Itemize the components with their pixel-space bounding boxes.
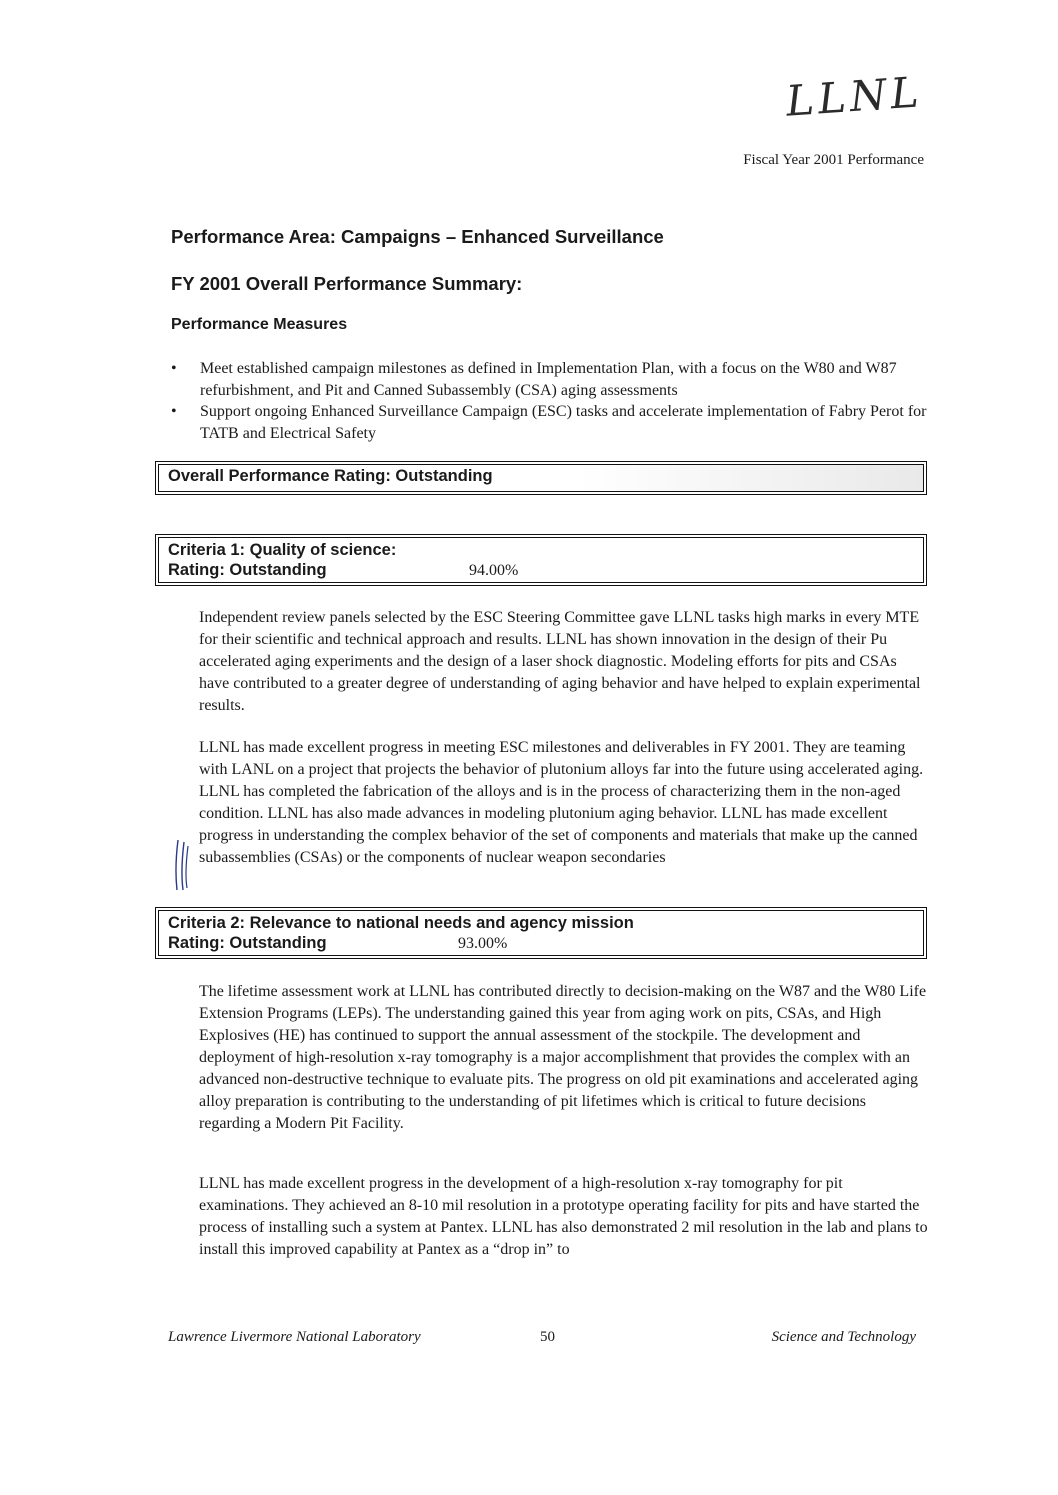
running-header: Fiscal Year 2001 Performance <box>743 152 924 168</box>
performance-area-heading: Performance Area: Campaigns – Enhanced Surveillance <box>171 226 664 247</box>
footer-left: Lawrence Livermore National Laboratory <box>168 1329 421 1345</box>
measure-item: • Support ongoing Enhanced Surveillance Campaign (ESC) tasks and accelerate implementation of Fabry Perot for TATB and Electrical Safety <box>171 403 927 442</box>
measures-heading: Performance Measures <box>171 316 348 333</box>
handwritten-note: LLNL <box>784 67 924 126</box>
criteria1-box <box>158 537 924 583</box>
criteria1-paragraph: LLNL has made excellent progress in meeting ESC milestones and deliverables in FY 2001. They are teaming with LANL on a project that projects the behavior of plutonium alloys far into the future using accelerated aging. LLNL has completed the fabrication of the alloys and is in the process of characterizing them in the non-aged condition. LLNL has also made advances in modeling plutonium aging behavior. LLNL has made excellent progress in understanding the complex behavior of the set of components and materials that make up the canned subassemblies (CSAs) or the components of nuclear weapon secondaries <box>199 739 924 866</box>
criteria1-percent: 94.00% <box>469 562 519 579</box>
footer-right: Science and Technology <box>771 1329 916 1345</box>
criteria1-rating: Rating: Outstanding <box>168 561 327 579</box>
page-number: 50 <box>540 1329 555 1345</box>
overall-rating-box <box>158 464 924 492</box>
measures-list <box>171 358 931 444</box>
margin-mark-icon <box>172 838 194 892</box>
criteria2-paragraph: The lifetime assessment work at LLNL has contributed directly to decision-making on the W87 and the W80 Life Extension Programs (LEPs). The understanding gained this year from aging work on pits, CSAs, and High Explosives (HE) has continued to support the annual assessment of the stockpile. The development and deployment of high-resolution x-ray tomography is a major accomplishment that provides the complex with an advanced non-destructive technique to evaluate pits. The progress on old pit examinations and accelerated aging alloy preparation is contributing to the understanding of pit lifetimes which is critical to future decisions regarding a Modern Pit Facility. <box>199 983 927 1132</box>
criteria2-rating: Rating: Outstanding <box>168 934 327 952</box>
overall-rating: Overall Performance Rating: Outstanding <box>168 467 493 485</box>
criteria2-percent: 93.00% <box>458 935 508 952</box>
measure-item: • Meet established campaign milestones as defined in Implementation Plan, with a focus on the W80 and W87 refurbishment, and Pit and Canned Subassembly (CSA) aging assessments <box>171 360 897 399</box>
criteria2-paragraph: LLNL has made excellent progress in the development of a high-resolution x-ray tomography for pit examinations. They achieved an 8-10 mil resolution in a prototype operating facility for pits and have started the process of installing such a system at Pantex. LLNL has also demonstrated 2 mil resolution in the lab and plans to install this improved capability at Pantex as a “drop in” to <box>199 1175 928 1258</box>
summary-heading: FY 2001 Overall Performance Summary: <box>171 273 523 294</box>
criteria1-paragraph: Independent review panels selected by the ESC Steering Committee gave LLNL tasks high marks in every MTE for their scientific and technical approach and results. LLNL has shown innovation in the design of their Pu accelerated aging experiments and the design of a laser shock diagnostic. Modeling efforts for pits and CSAs have contributed to a greater degree of understanding of aging behavior and have helped to explain experimental results. <box>199 609 921 714</box>
criteria2-box <box>158 910 924 956</box>
bullet-icon: • <box>171 403 177 420</box>
criteria2-title: Criteria 2: Relevance to national needs and agency mission <box>168 914 634 932</box>
bullet-icon: • <box>171 360 177 377</box>
criteria1-title: Criteria 1: Quality of science: <box>168 541 397 559</box>
